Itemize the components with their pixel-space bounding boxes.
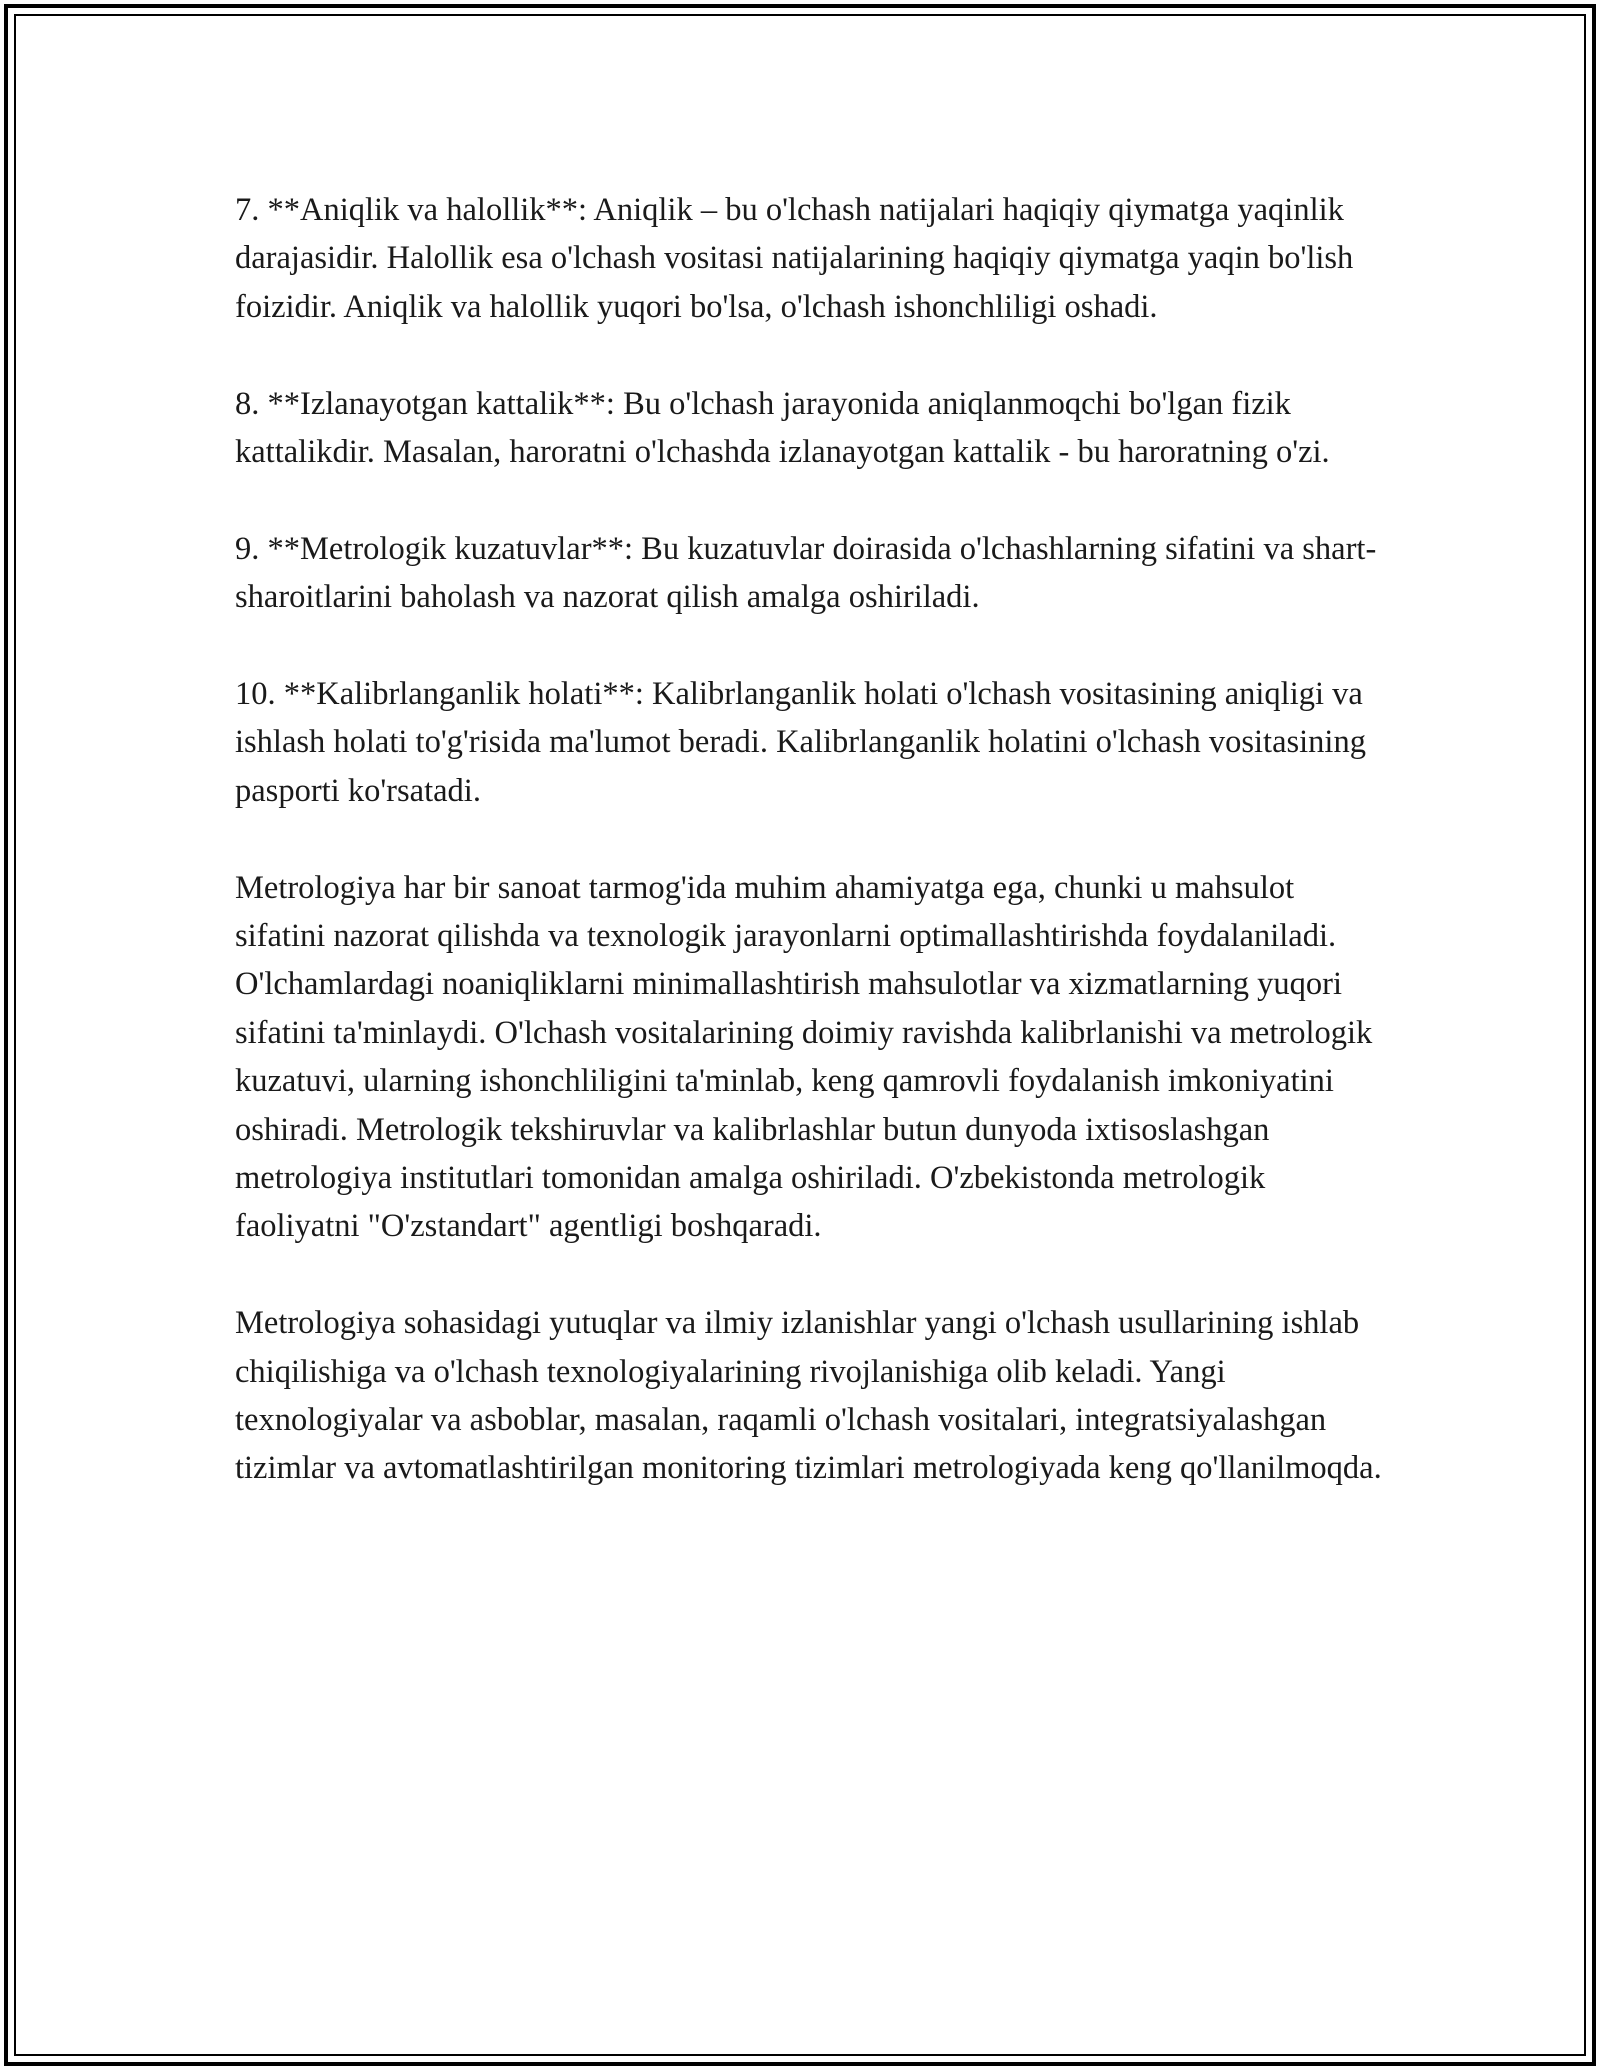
paragraph-item-7: 7. **Aniqlik va halollik**: Aniqlik – bu o'lchash natijalari haqiqiy qiymatga yaqinlik darajasidir. Halollik esa o'lchash vositasi natijalarining haqiqiy qiymatga yaqin bo'lish foizidir. Aniqlik va halollik yuqori bo'lsa, o'lchash ishonchliligi oshadi. [235, 192, 1354, 325]
paragraph-metrologiya-progress: Metrologiya sohasidagi yutuqlar va ilmiy izlanishlar yangi o'lchash usullarining ishlab chiqilishiga va o'lchash texnologiyalarining rivojlanishiga olib keladi. Yangi texnologiyalar va asboblar, masalan, raqamli o'lchash vositalari, integratsiyalashgan tizimlar va avtomatlashtirilgan monitoring tizimlari metrologiyada keng qo'llanilmoqda. [235, 1305, 1382, 1487]
paragraph-item-10: 10. **Kalibrlanganlik holati**: Kalibrlanganlik holati o'lchash vositasining aniqligi va ishlash holati to'g'risida ma'lumot beradi. Kalibrlanganlik holatini o'lchash vositasining pasporti ko'rsatadi. [235, 676, 1366, 809]
paragraph-item-8: 8. **Izlanayotgan kattalik**: Bu o'lchash jarayonida aniqlanmoqchi bo'lgan fizik kattalikdir. Masalan, haroratni o'lchashda izlanayotgan kattalik - bu haroratning o'zi. [235, 385, 1330, 471]
document-body [235, 186, 1385, 1493]
paragraph-metrologiya-importance: Metrologiya har bir sanoat tarmog'ida muhim ahamiyatga ega, chunki u mahsulot sifatini nazorat qilishda va texnologik jarayonlarni optimallashtirishda foydalaniladi. O'lchamlardagi noaniqliklarni minimallashtirish mahsulotlar va xizmatlarning yuqori sifatini ta'minlaydi. O'lchash vositalarining doimiy ravishda kalibrlanishi va metrologik kuzatuvi, ularning ishonchliligini ta'minlab, keng qamrovli foydalanish imkoniyatini oshiradi. Metrologik tekshiruvlar va kalibrlashlar butun dunyoda ixtisoslashgan metrologiya institutlari tomonidan amalga oshiriladi. O'zbekistonda metrologik faoliyatni "O'zstandart" agentligi boshqaradi. [235, 869, 1373, 1245]
paragraph-item-9: 9. **Metrologik kuzatuvlar**: Bu kuzatuvlar doirasida o'lchashlarning sifatini va shart-sharoitlarini baholash va nazorat qilish amalga oshiriladi. [235, 530, 1377, 616]
